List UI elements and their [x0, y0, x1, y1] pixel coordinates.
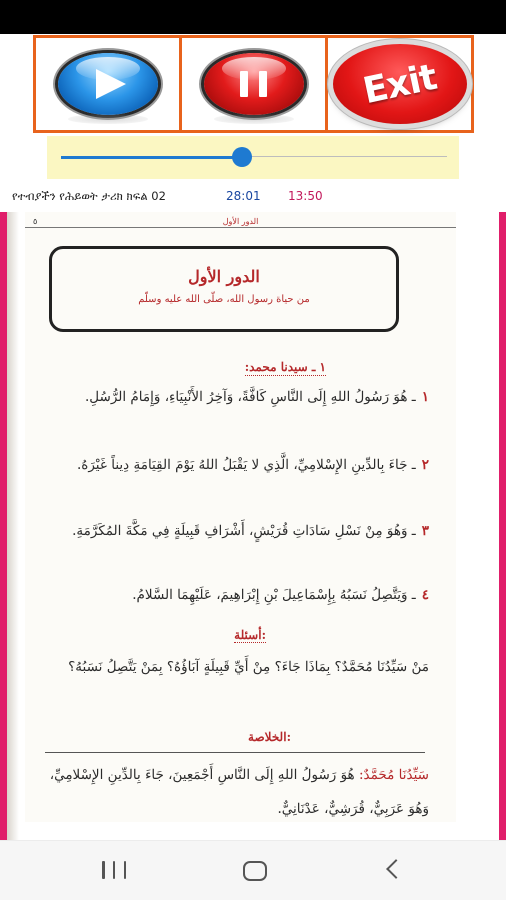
play-cell [36, 38, 182, 130]
track-info [0, 185, 506, 207]
summary-label: سَيِّدُنَا مُحَمَّدٌ: [358, 767, 429, 783]
questions-text: مَنْ سَيِّدُنَا مُحَمَّدٌ؟ بِمَاذَا جَاءَ؟ مِنْ أَيِّ قَبِيلَةٍ آبَاؤُهُ؟ بِمَنْ يَتَّصِلُ نَسَبُهُ؟ [68, 659, 429, 675]
list-item [39, 380, 429, 414]
section-heading: ١ ـ سيدنا محمد: [244, 360, 326, 374]
summary-body: هُوَ رَسُولُ اللهِ إِلَى النَّاسِ أَجْمَعِينَ، جَاءَ بِالدِّينِ الإِسْلامِيِّ، وَهُوَ عَرَبِيٌّ، قُرَشِيٌّ، عَدْنَانِيٌّ. [49, 767, 429, 817]
list-item [39, 514, 429, 548]
item-number: ٢ [421, 457, 429, 473]
list-item [39, 448, 429, 482]
button-reflection [214, 114, 294, 124]
page-number: ٥ [33, 217, 38, 226]
seek-progress [61, 156, 242, 159]
track-title: የተብያችን የሕይወት ታሪክ ክፍል 02 [12, 189, 166, 203]
running-header [25, 216, 456, 228]
pause-button[interactable] [204, 53, 304, 115]
total-time: 13:50 [288, 189, 323, 203]
item-text: ـ وَهُوَ مِنْ نَسْلِ سَادَاتِ قُرَيْشٍ، أَشْرَافِ قَبِيلَةٍ فِي مَكَّةَ المُكَرَّمَةِ. [72, 523, 416, 539]
lesson-subtitle: من حياة رسول الله، صلّى الله عليه وسلّم [138, 294, 310, 305]
seek-thumb[interactable] [232, 147, 252, 167]
seek-bar-container [47, 136, 459, 179]
item-number: ١ [421, 389, 429, 405]
current-time: 28:01 [226, 189, 261, 203]
control-bar [33, 35, 474, 133]
list-item [39, 578, 429, 612]
questions-heading: أسئلة: [234, 628, 266, 642]
exit-cell [328, 38, 471, 130]
item-text: ـ جَاءَ بِالدِّينِ الإِسْلامِيِّ، الَّذِي لا يَقْبَلُ اللهُ يَوْمَ القِيَامَةِ دِيناً غَيْرَهُ. [76, 457, 416, 473]
home-icon[interactable] [243, 861, 267, 881]
item-number: ٣ [421, 523, 429, 539]
navigation-bar [0, 840, 506, 900]
play-button[interactable] [58, 53, 158, 115]
recents-icon[interactable] [102, 861, 126, 879]
lesson-title-box [49, 246, 399, 332]
summary-heading: الخلاصة: [248, 730, 291, 744]
back-icon[interactable] [386, 859, 406, 879]
page-edge-right [499, 212, 506, 840]
summary-text [39, 758, 429, 822]
item-number: ٤ [421, 587, 429, 603]
seek-track[interactable] [242, 156, 447, 157]
button-reflection [68, 114, 148, 124]
running-head-title: الدور الأول [222, 217, 259, 226]
item-text: ـ هُوَ رَسُولُ اللهِ إِلَى النَّاسِ كَافَّةً، وَآخِرُ الأَنْبِيَاءِ، وَإِمَامُ الرُّسُلِ. [85, 389, 416, 405]
summary-divider [45, 752, 425, 753]
exit-button[interactable] [333, 44, 467, 124]
page-viewer[interactable] [0, 212, 506, 840]
book-page [25, 212, 456, 822]
status-bar [0, 0, 506, 34]
play-icon [96, 69, 126, 99]
page-gutter [7, 212, 19, 840]
item-text: ـ وَيَتَّصِلُ نَسَبُهُ بِإِسْمَاعِيلَ بْنِ إِبْرَاهِيمَ، عَلَيْهِمَا السَّلامُ. [132, 587, 416, 603]
pause-cell [182, 38, 328, 130]
page-edge-left [0, 212, 7, 840]
exit-label: Exit [359, 56, 440, 112]
lesson-title: الدور الأول [188, 267, 260, 286]
